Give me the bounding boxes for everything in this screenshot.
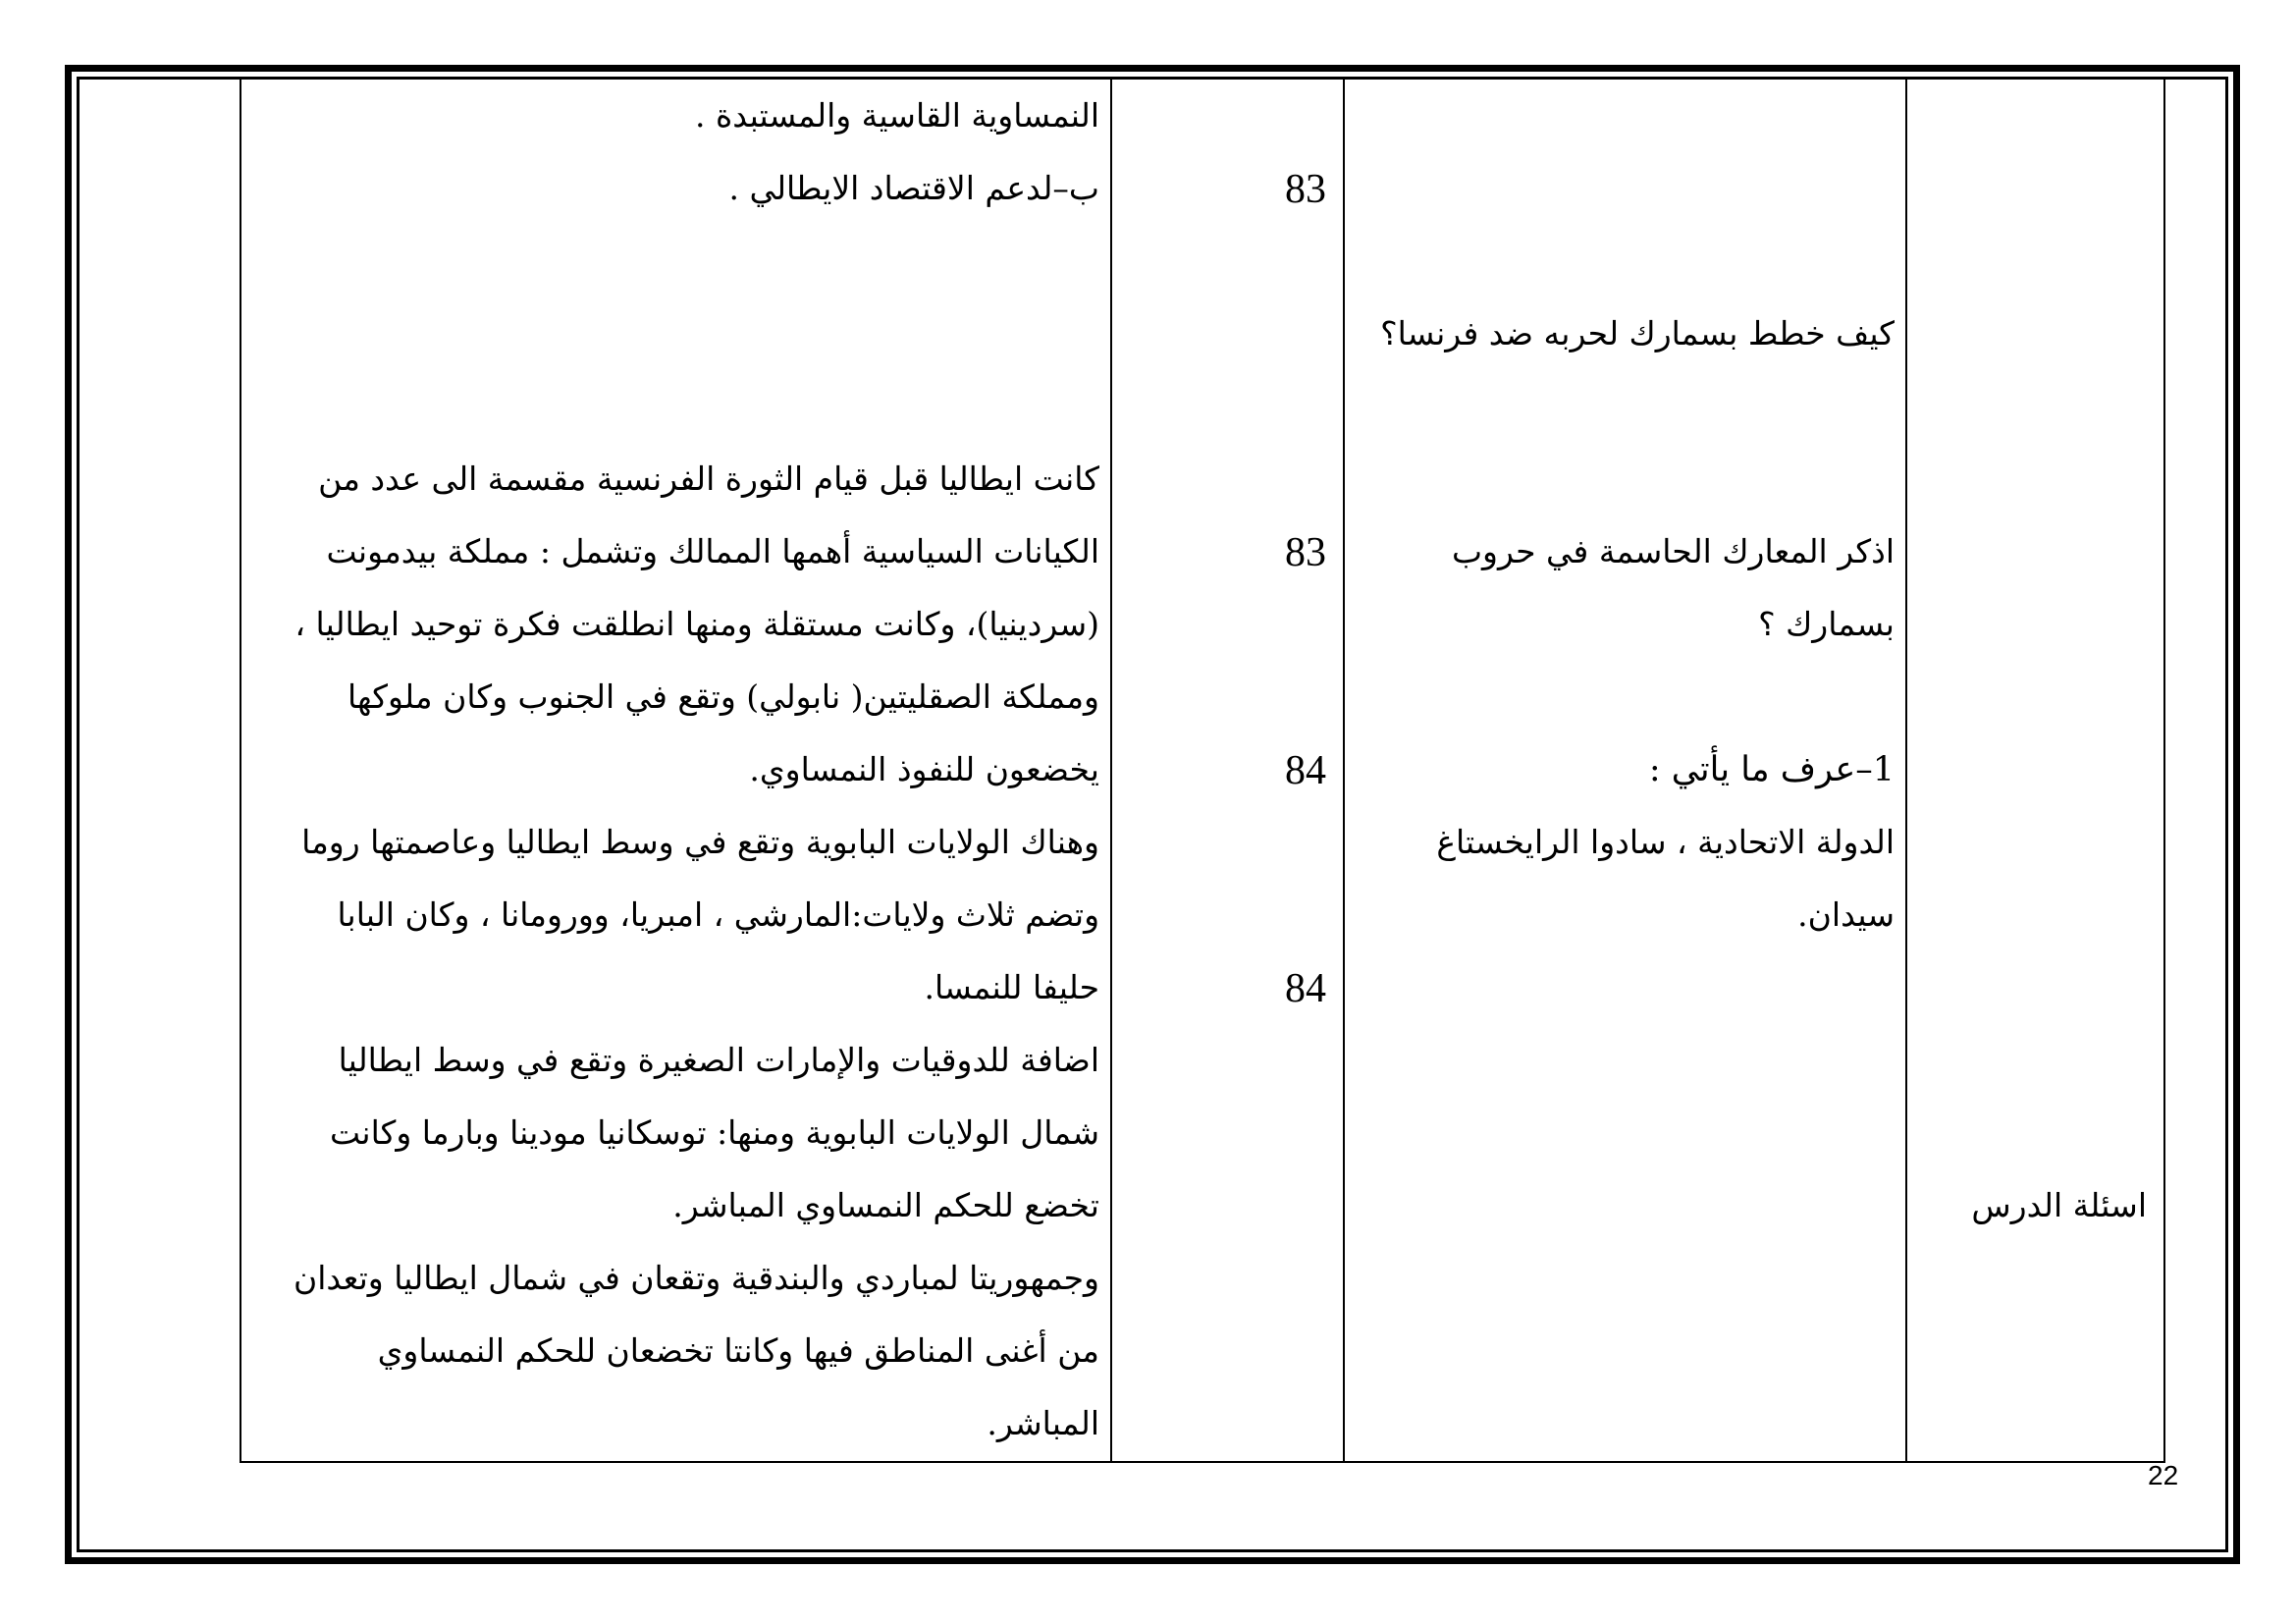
page-number: 22 — [2148, 1460, 2179, 1490]
content-line: (سردينيا)، وكانت مستقلة ومنها انطلقت فكرة توحيد ايطاليا ، — [294, 605, 1099, 643]
content-line: ومملكة الصقليتين( نابولي) وتقع في الجنوب وكان ملوكها — [347, 677, 1099, 716]
page-reference: 84 — [1285, 748, 1326, 793]
content-line: النمساوية القاسية والمستبدة . — [694, 96, 1099, 135]
content-line: الكيانات السياسية أهمها الممالك وتشمل : مملكة بيدمونت — [326, 532, 1099, 570]
column-divider-content — [1110, 77, 1112, 1463]
question-line: الدولة الاتحادية ، سادوا الرايخستاغ — [1436, 823, 1895, 861]
content-line: حليفا للنمسا. — [924, 968, 1099, 1006]
content-line: شمال الولايات البابوية ومنها: توسكانيا مودينا وبارما وكانت — [330, 1113, 1099, 1152]
page-reference: 84 — [1285, 966, 1326, 1011]
column-divider-questions — [1905, 77, 1907, 1463]
content-line: من أغنى المناطق فيها وكانتا تخضعان للحكم النمساوي — [377, 1331, 1099, 1370]
question-line: اذكر المعارك الحاسمة في حروب — [1451, 532, 1895, 570]
content-line: وتضم ثلاث ولايات:المارشي ، امبريا، وورومانا ، وكان البابا — [337, 895, 1099, 934]
page-reference: 83 — [1285, 167, 1326, 212]
section-label: اسئلة الدرس — [1971, 1186, 2147, 1224]
content-line: وهناك الولايات البابوية وتقع في وسط ايطاليا وعاصمتها روما — [301, 823, 1099, 861]
page-reference: 83 — [1285, 530, 1326, 575]
question-line: 1–عرف ما يأتي : — [1648, 750, 1895, 789]
content-line: المباشر. — [987, 1404, 1099, 1442]
question-line: سيدان. — [1797, 895, 1895, 934]
content-line: يخضعون للنفوذ النمساوي. — [749, 750, 1099, 788]
question-line: بسمارك ؟ — [1758, 605, 1895, 643]
content-line: ب–لدعم الاقتصاد الايطالي . — [728, 169, 1099, 207]
question-line: كيف خطط بسمارك لحربه ضد فرنسا؟ — [1380, 314, 1895, 352]
content-line: تخضع للحكم النمساوي المباشر. — [672, 1186, 1099, 1224]
content-line: وجمهوريتا لمباردي والبندقية وتقعان في شمال ايطاليا وتعدان — [293, 1259, 1099, 1297]
content-line: اضافة للدوقيات والإمارات الصغيرة وتقع في وسط ايطاليا — [338, 1041, 1099, 1079]
content-line: كانت ايطاليا قبل قيام الثورة الفرنسية مقسمة الى عدد من — [318, 460, 1099, 498]
